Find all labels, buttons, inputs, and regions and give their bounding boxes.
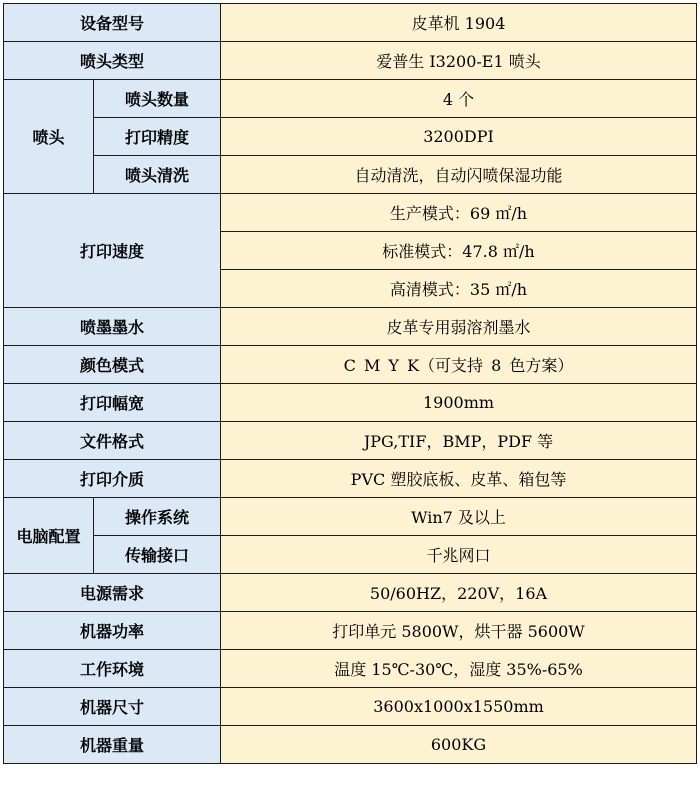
print-width-label: 打印幅宽 xyxy=(4,384,221,422)
color-mode-value: C M Y K（可支持 8 色方案） xyxy=(221,346,697,384)
ink-value: 皮革专用弱溶剂墨水 xyxy=(221,308,697,346)
table-row xyxy=(4,42,697,80)
size-value: 3600x1000x1550mm xyxy=(221,688,697,726)
head-type-value: 爱普生 I3200-E1 喷头 xyxy=(221,42,697,80)
table-row xyxy=(4,194,697,232)
print-width-value: 1900mm xyxy=(221,384,697,422)
table-row xyxy=(4,498,697,536)
os-label: 操作系统 xyxy=(94,498,221,536)
environment-label: 工作环境 xyxy=(4,650,221,688)
weight-label: 机器重量 xyxy=(4,726,221,764)
head-clean-label: 喷头清洗 xyxy=(94,156,221,194)
table-row xyxy=(4,156,697,194)
interface-label: 传输接口 xyxy=(94,536,221,574)
weight-value: 600KG xyxy=(221,726,697,764)
head-count-value: 4 个 xyxy=(221,80,697,118)
model-value: 皮革机 1904 xyxy=(221,4,697,42)
file-format-value: JPG,TIF，BMP，PDF 等 xyxy=(221,422,697,460)
head-type-label: 喷头类型 xyxy=(4,42,221,80)
table-row xyxy=(4,688,697,726)
wattage-label: 机器功率 xyxy=(4,612,221,650)
head-group-label: 喷头 xyxy=(4,80,94,194)
head-clean-value: 自动清洗，自动闪喷保湿功能 xyxy=(221,156,697,194)
media-label: 打印介质 xyxy=(4,460,221,498)
table-row xyxy=(4,118,697,156)
table-row xyxy=(4,384,697,422)
table-row xyxy=(4,308,697,346)
table-row xyxy=(4,422,697,460)
head-count-label: 喷头数量 xyxy=(94,80,221,118)
table-row xyxy=(4,4,697,42)
speed-standard-value: 标准模式：47.8 ㎡/h xyxy=(221,232,697,270)
precision-value: 3200DPI xyxy=(221,118,697,156)
power-value: 50/60HZ，220V，16A xyxy=(221,574,697,612)
speed-hd-value: 高清模式：35 ㎡/h xyxy=(221,270,697,308)
table-row xyxy=(4,460,697,498)
spec-table xyxy=(3,3,697,764)
model-label: 设备型号 xyxy=(4,4,221,42)
file-format-label: 文件格式 xyxy=(4,422,221,460)
table-row xyxy=(4,612,697,650)
table-row xyxy=(4,346,697,384)
os-value: Win7 及以上 xyxy=(221,498,697,536)
environment-value: 温度 15℃-30℃，湿度 35%-65% xyxy=(221,650,697,688)
table-row xyxy=(4,574,697,612)
speed-label: 打印速度 xyxy=(4,194,221,308)
interface-value: 千兆网口 xyxy=(221,536,697,574)
color-mode-label: 颜色模式 xyxy=(4,346,221,384)
wattage-value: 打印单元 5800W，烘干器 5600W xyxy=(221,612,697,650)
ink-label: 喷墨墨水 xyxy=(4,308,221,346)
power-label: 电源需求 xyxy=(4,574,221,612)
precision-label: 打印精度 xyxy=(94,118,221,156)
media-value: PVC 塑胶底板、皮革、箱包等 xyxy=(221,460,697,498)
speed-production-value: 生产模式：69 ㎡/h xyxy=(221,194,697,232)
size-label: 机器尺寸 xyxy=(4,688,221,726)
table-row xyxy=(4,80,697,118)
table-row xyxy=(4,536,697,574)
pc-config-label: 电脑配置 xyxy=(4,498,94,574)
table-row xyxy=(4,726,697,764)
table-row xyxy=(4,650,697,688)
